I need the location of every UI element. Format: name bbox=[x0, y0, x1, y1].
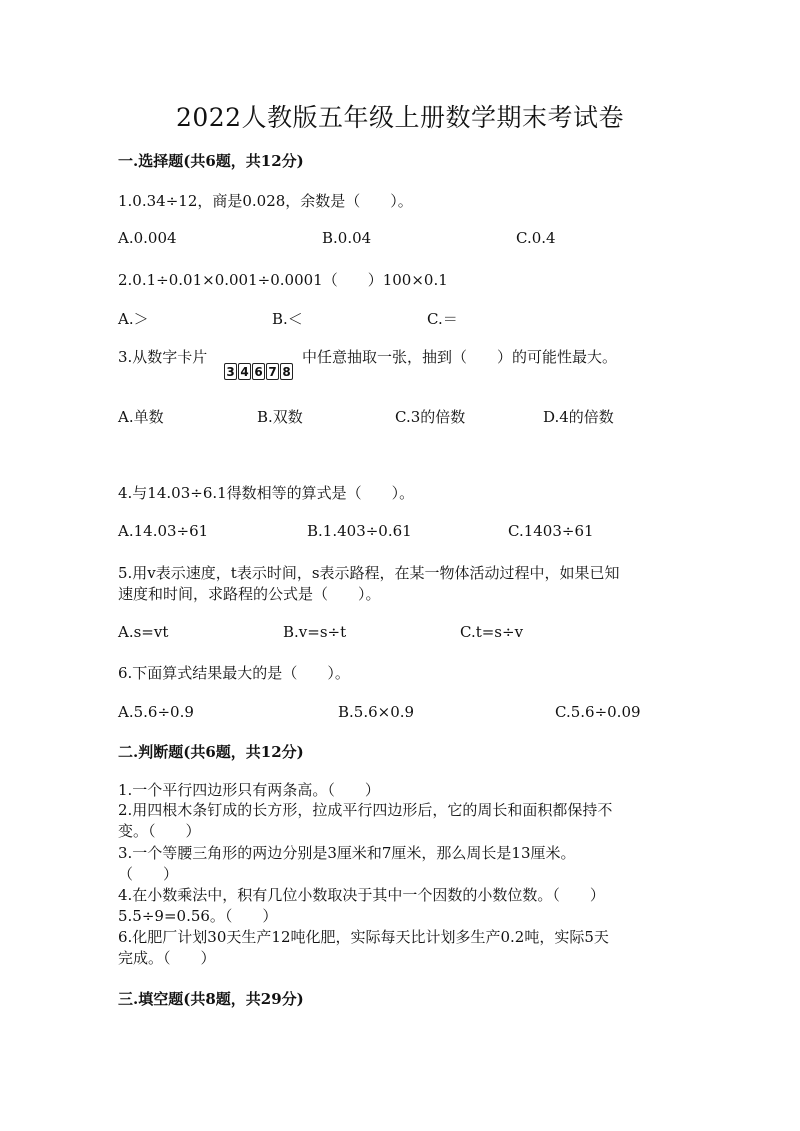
question-6: 6.下面算式结果最大的是（ ）。 bbox=[118, 664, 350, 682]
q4-option-c: C.1403÷61 bbox=[508, 522, 594, 540]
digit-card: 6 bbox=[252, 363, 265, 380]
q4-option-a: A.14.03÷61 bbox=[118, 522, 209, 540]
question-2: 2.0.1÷0.01×0.001÷0.0001（ ）100×0.1 bbox=[118, 271, 448, 289]
judge-line: 完成。（ ） bbox=[118, 949, 216, 967]
question-5-line2: 速度和时间，求路程的公式是（ ）。 bbox=[118, 585, 381, 603]
q4-option-b: B.1.403÷0.61 bbox=[307, 522, 412, 540]
digit-card: 3 bbox=[224, 363, 237, 380]
q2-option-b: B.＜ bbox=[272, 310, 303, 328]
judge-line: 变。（ ） bbox=[118, 822, 201, 840]
page-title: 2022人教版五年级上册数学期末考试卷 bbox=[175, 103, 625, 132]
q6-option-b: B.5.6×0.9 bbox=[338, 703, 415, 721]
q3-option-c: C.3的倍数 bbox=[395, 408, 466, 426]
q6-option-c: C.5.6÷0.09 bbox=[555, 703, 641, 721]
judge-line: 5.5÷9=0.56。（ ） bbox=[118, 907, 278, 925]
q3-option-d: D.4的倍数 bbox=[543, 408, 614, 426]
q1-option-b: B.0.04 bbox=[322, 229, 372, 247]
judge-line: 6.化肥厂计划30天生产12吨化肥，实际每天比计划多生产0.2吨，实际5天 bbox=[118, 928, 609, 946]
q2-option-a: A.＞ bbox=[118, 310, 149, 328]
q5-option-c: C.t=s÷v bbox=[460, 623, 524, 641]
q2-option-c: C.＝ bbox=[427, 310, 458, 328]
judge-line: 4.在小数乘法中，积有几位小数取决于其中一个因数的小数位数。（ ） bbox=[118, 886, 605, 904]
digit-card: 7 bbox=[266, 363, 279, 380]
digit-card: 8 bbox=[280, 363, 293, 380]
judge-line: （ ） bbox=[118, 865, 179, 883]
question-3-before: 3.从数字卡片 bbox=[118, 348, 208, 366]
section-heading-choice: 一.选择题(共6题，共12分) bbox=[118, 152, 304, 170]
judge-line: 2.用四根木条钉成的长方形，拉成平行四边形后，它的周长和面积都保持不 bbox=[118, 801, 613, 819]
q5-option-b: B.v=s÷t bbox=[283, 623, 347, 641]
digit-cards bbox=[224, 363, 293, 380]
q3-option-b: B.双数 bbox=[257, 408, 303, 426]
q3-option-a: A.单数 bbox=[118, 408, 164, 426]
q5-option-a: A.s=vt bbox=[118, 623, 169, 641]
digit-card: 4 bbox=[238, 363, 251, 380]
q1-option-c: C.0.4 bbox=[516, 229, 556, 247]
question-3-after: 中任意抽取一张，抽到（ ）的可能性最大。 bbox=[302, 348, 618, 366]
section-heading-fill: 三.填空题(共8题，共29分) bbox=[118, 990, 304, 1008]
q1-option-a: A.0.004 bbox=[118, 229, 177, 247]
question-4: 4.与14.03÷6.1得数相等的算式是（ ）。 bbox=[118, 484, 415, 502]
question-5-line1: 5.用v表示速度，t表示时间，s表示路程，在某一物体活动过程中，如果已知 bbox=[118, 564, 620, 582]
q6-option-a: A.5.6÷0.9 bbox=[118, 703, 194, 721]
section-heading-judge: 二.判断题(共6题，共12分) bbox=[118, 743, 304, 761]
question-1: 1.0.34÷12，商是0.028，余数是（ ）。 bbox=[118, 192, 413, 210]
judge-line: 1.一个平行四边形只有两条高。（ ） bbox=[118, 781, 380, 799]
judge-line: 3.一个等腰三角形的两边分别是3厘米和7厘米，那么周长是13厘米。 bbox=[118, 844, 576, 862]
